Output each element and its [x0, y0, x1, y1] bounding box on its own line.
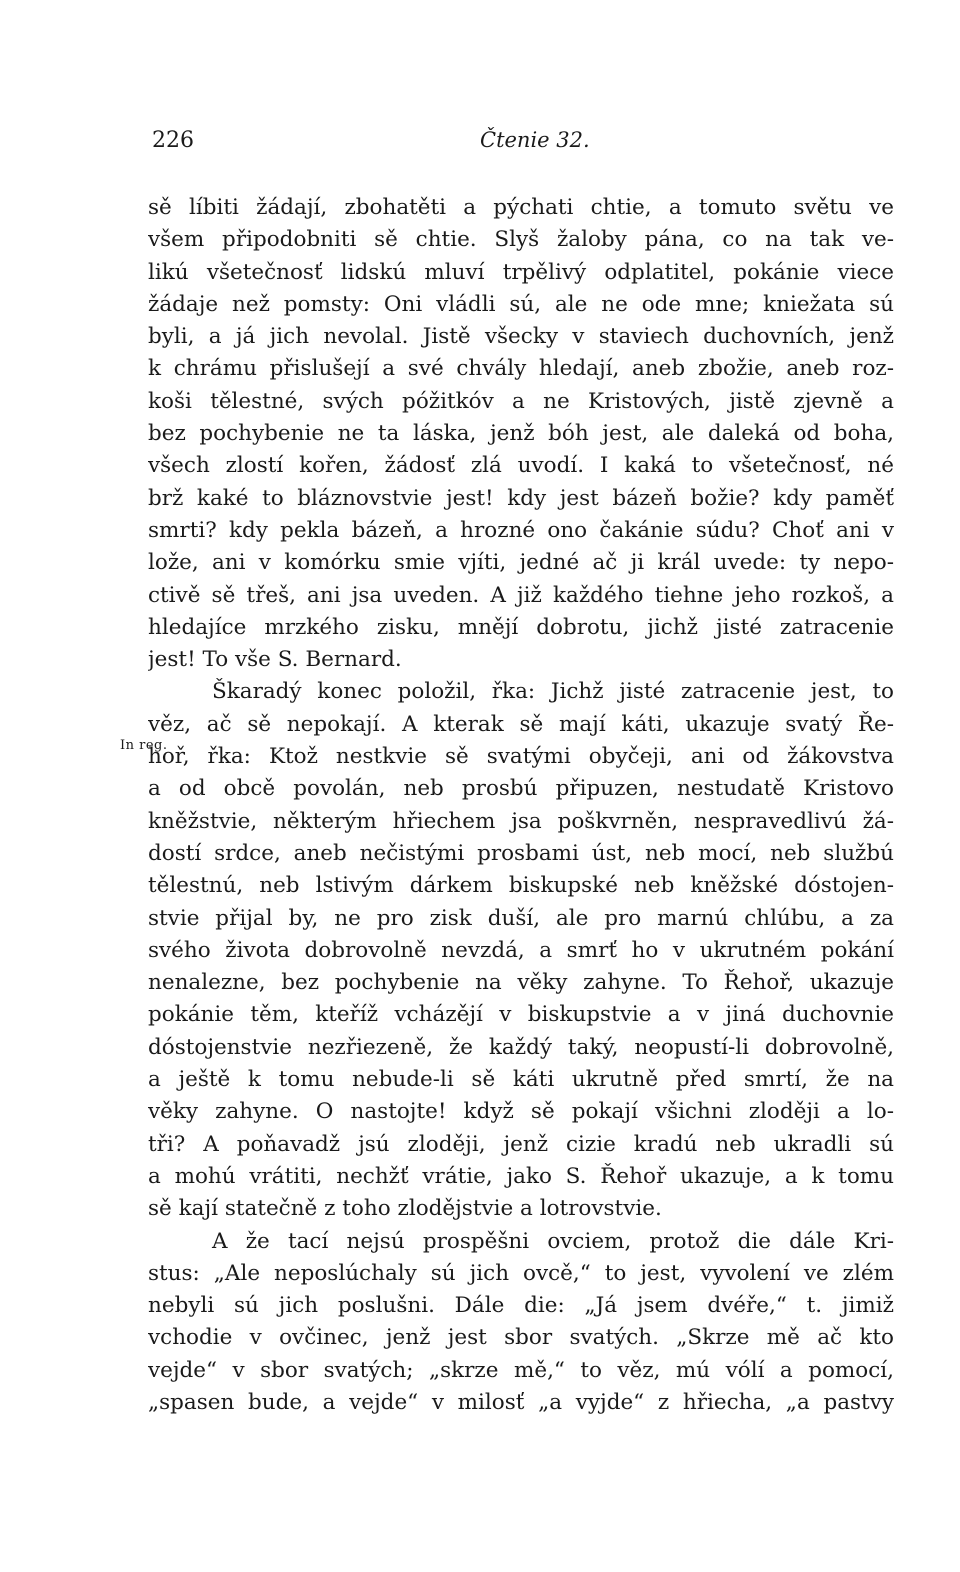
text-line: kněžstvie, některým hřiechem jsa poškvrněn, nespravedlivú žá- [148, 808, 894, 834]
text-line: A že tací nejsú prospěšni ovciem, protož die dále Kri- [212, 1228, 894, 1254]
running-title: Čtenie 32. [480, 128, 590, 152]
text-line: nenalezne, bez pochybenie na věky zahyne. To Řehoř, ukazuje [148, 970, 894, 996]
text-line: lože, ani v komórku smie vjíti, jedné ač ji král uvede: ty nepo- [148, 550, 894, 576]
text-line: všech zlostí kořen, žádosť zlá uvodí. I kaká to všetečnosť, né [148, 453, 894, 479]
text-line: žádaje než pomsty: Oni vládli sú, ale ne ode mne; kniežata sú [148, 291, 894, 317]
text-line: dóstojenstvie nezřiezeně, že každý taký, neopustí-li dobrovolně, [148, 1034, 894, 1060]
page-number: 226 [152, 128, 194, 153]
text-line: a ještě k tomu nebude-li sě káti ukrutně před smrtí, že na [148, 1067, 894, 1093]
text-line: dostí srdce, aneb nečistými prosbami úst, neb mocí, neb službú [148, 840, 894, 866]
text-line: jest! To vše S. Bernard. [148, 647, 402, 673]
text-line: pokánie těm, kteříž vcházějí v biskupstvie a v jiná duchovnie [148, 1002, 894, 1028]
text-line: ctivě sě třeš, ani jsa uveden. A již každého tiehne jeho rozkoš, a [148, 582, 894, 608]
text-line: a od obcě povolán, neb prosbú připuzen, nestudatě Kristovo [148, 776, 894, 802]
text-line: hoř, řka: Ktož nestkvie sě svatými obyčeji, ani od žákovstva [148, 744, 894, 770]
text-line: koši tělestné, svých póžitkóv a ne Kristových, jistě zjevně a [148, 388, 894, 414]
text-line: svého života dobrovolně nevzdá, a smrť ho v ukrutném pokání [148, 937, 894, 963]
text-line: tři? A poňavadž jsú zloději, jenž cizie kradú neb ukradli sú [148, 1131, 894, 1157]
text-line: smrti? kdy pekla bázeň, a hrozné ono čakánie súdu? Choť ani v [148, 517, 894, 543]
text-line: Škaradý konec položil, řka: Jichž jisté zatracenie jest, to [212, 679, 894, 705]
text-line: všem připodobniti sě chtie. Slyš žaloby pána, co na tak ve- [148, 227, 894, 253]
text-line: stus: „Ale neposlúchaly sú jich ovcě,“ to jest, vyvolení ve zlém [148, 1260, 894, 1286]
text-line: bez pochybenie ne ta láska, jenž bóh jest, ale daleká od boha, [148, 421, 894, 447]
text-line: vejde“ v sbor svatých; „skrze mě,“ to věz, mú vólí a pomocí, [148, 1357, 894, 1383]
text-line: tělestnú, neb lstivým dárkem biskupské neb kněžské dóstojen- [148, 873, 894, 899]
text-line: brž kaké to bláznovstvie jest! kdy jest bázeň božie? kdy paměť [148, 485, 894, 511]
text-line: sě líbiti žádají, zbohatěti a pýchati chtie, a tomuto světu ve [148, 195, 894, 220]
body-text [148, 192, 894, 1419]
text-line: k chrámu přislušejí a své chvály hledají, aneb zbožie, aneb roz- [148, 356, 894, 382]
text-line: vchodie v ovčinec, jenž jest sbor svatých. „Skrze mě ač kto [148, 1325, 894, 1351]
text-line: nebyli sú jich poslušni. Dále die: „Já jsem dvéře,“ t. jimiž [148, 1293, 894, 1319]
text-line: sě kají statečně z toho zlodějstvie a lotrovstvie. [148, 1196, 662, 1222]
text-line: a mohú vrátiti, nechžť vrátie, jako S. Řehoř ukazuje, a k tomu [148, 1163, 894, 1189]
text-line: věz, ač sě nepokají. A kterak sě mají káti, ukazuje svatý Ře- [148, 711, 894, 737]
text-line: „spasen bude, a vejde“ v milosť „a vyjde“ z hřiecha, „a pastvy [148, 1389, 894, 1415]
text-line: byli, a já jich nevolal. Jistě všecky v staviech duchovních, jenž [148, 324, 894, 350]
text-line: stvie přijal by, ne pro zisk duší, ale pro marnú chlúbu, a za [148, 905, 894, 931]
page-header [148, 128, 892, 158]
text-line: hledajíce mrzkého zisku, mnějí dobrotu, jichž jisté zatracenie [148, 614, 894, 640]
text-line: věky zahyne. O nastojte! když sě pokají všichni zloději a lo- [148, 1099, 894, 1125]
text-line: likú všetečnosť lidskú mluví trpělivý odplatitel, pokánie viece [148, 259, 894, 285]
margin-note: In reg. [120, 738, 168, 753]
